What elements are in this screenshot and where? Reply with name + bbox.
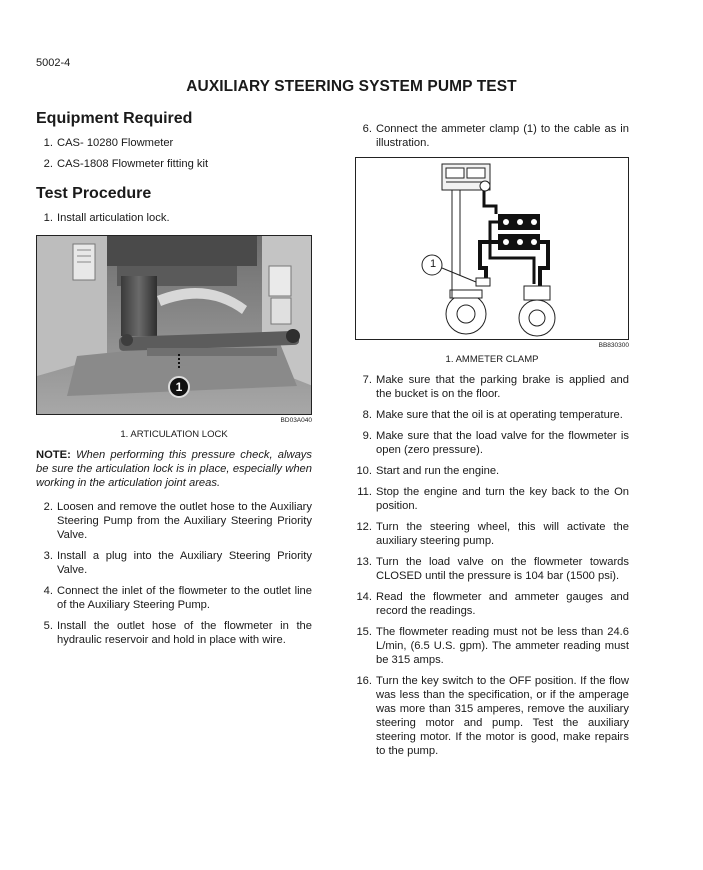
list-item <box>36 500 312 542</box>
wiring-illustration <box>356 158 629 340</box>
item-number: 2. <box>43 158 53 170</box>
item-text: Make sure that the load valve for the flowmeter is open (zero pressure). <box>376 430 629 456</box>
list-item <box>355 674 629 758</box>
item-text: Connect the inlet of the flowmeter to the outlet line of the Auxiliary Steering Pump. <box>57 585 312 611</box>
item-text: Turn the key switch to the OFF position. If the flow was less than the specification, or if the amperage was more than 315 amperes, remove the auxiliary steering motor and pump. Test the auxiliary steering motor. If the motor is good, make repairs to the pump. <box>376 675 629 757</box>
procedure-step-1 <box>36 211 312 225</box>
item-text: Connect the ammeter clamp (1) to the cable as in illustration. <box>376 123 629 149</box>
figure-code: BB830300 <box>598 342 629 349</box>
item-number: 2. <box>43 501 53 513</box>
item-text: Turn the steering wheel, this will activate the auxiliary steering pump. <box>376 521 629 547</box>
item-text: CAS-1808 Flowmeter fitting kit <box>57 158 209 170</box>
list-item <box>355 555 629 583</box>
item-text: The flowmeter reading must not be less than 24.6 L/min, (6.5 U.S. gpm). The ammeter reading must be 315 amps. <box>376 626 629 666</box>
item-text: Turn the load valve on the flowmeter towards CLOSED until the pressure is 104 bar (1500 psi). <box>376 556 629 582</box>
procedure-steps-right <box>355 373 629 758</box>
list-item <box>36 136 312 150</box>
item-number: 7. <box>362 374 372 386</box>
item-number: 5. <box>43 620 53 632</box>
item-text: Stop the engine and turn the key back to the On position. <box>376 486 629 512</box>
item-number: 1. <box>43 137 53 149</box>
figure-caption: 1. AMMETER CLAMP <box>445 354 539 365</box>
item-text: Make sure that the parking brake is applied and the bucket is on the floor. <box>376 374 629 400</box>
item-text: Start and run the engine. <box>376 465 500 477</box>
figure-code: BD03A040 <box>280 417 312 424</box>
item-number: 12. <box>356 521 372 533</box>
note-label: NOTE: <box>36 449 71 461</box>
callout-1: 1 <box>168 376 190 398</box>
list-item <box>355 408 629 422</box>
item-text: Loosen and remove the outlet hose to the Auxiliary Steering Pump from the Auxiliary Steering Priority Valve. <box>57 501 312 541</box>
list-item <box>355 464 629 478</box>
ammeter-clamp-diagram <box>355 157 629 340</box>
list-item <box>36 619 312 647</box>
list-item <box>355 485 629 513</box>
list-item <box>355 429 629 457</box>
item-number: 8. <box>362 409 372 421</box>
item-number: 11. <box>357 486 372 498</box>
list-item <box>355 122 629 150</box>
list-item <box>36 211 312 225</box>
item-text: Make sure that the oil is at operating temperature. <box>376 409 623 421</box>
item-number: 14. <box>356 591 372 603</box>
item-number: 10. <box>356 465 372 477</box>
list-item <box>355 625 629 667</box>
procedure-heading: Test Procedure <box>36 185 152 202</box>
item-number: 6. <box>362 123 372 135</box>
left-column <box>36 110 312 654</box>
item-number: 13. <box>356 556 372 568</box>
item-text: Install the outlet hose of the flowmeter in the hydraulic reservoir and hold in place with wire. <box>57 620 312 646</box>
list-item <box>355 373 629 401</box>
item-text: Read the flowmeter and ammeter gauges and record the readings. <box>376 591 629 617</box>
equipment-list <box>36 136 312 171</box>
item-number: 9. <box>362 430 372 442</box>
list-item <box>36 584 312 612</box>
note-text: When performing this pressure check, always be sure the articulation lock is in place, especially when working in the articulation joint areas. <box>36 449 312 489</box>
procedure-steps-left <box>36 500 312 647</box>
page-title: AUXILIARY STEERING SYSTEM PUMP TEST <box>186 78 517 95</box>
item-number: 4. <box>43 585 53 597</box>
callout-1: 1 <box>429 258 437 270</box>
equipment-heading: Equipment Required <box>36 110 193 127</box>
item-text: Install a plug into the Auxiliary Steering Priority Valve. <box>57 550 312 576</box>
list-item <box>355 520 629 548</box>
item-number: 15. <box>356 626 372 638</box>
figure-caption: 1. ARTICULATION LOCK <box>120 429 228 440</box>
item-text: CAS- 10280 Flowmeter <box>57 137 174 149</box>
procedure-step-6 <box>355 122 629 150</box>
articulation-lock-photo <box>36 235 312 415</box>
list-item <box>36 549 312 577</box>
list-item <box>36 157 312 171</box>
list-item <box>355 590 629 618</box>
right-column <box>355 122 629 765</box>
page-number: 5002-4 <box>36 57 71 69</box>
item-number: 1. <box>43 212 53 224</box>
item-number: 3. <box>43 550 53 562</box>
item-number: 16. <box>356 675 372 687</box>
note <box>36 448 312 490</box>
item-text: Install articulation lock. <box>57 212 170 224</box>
